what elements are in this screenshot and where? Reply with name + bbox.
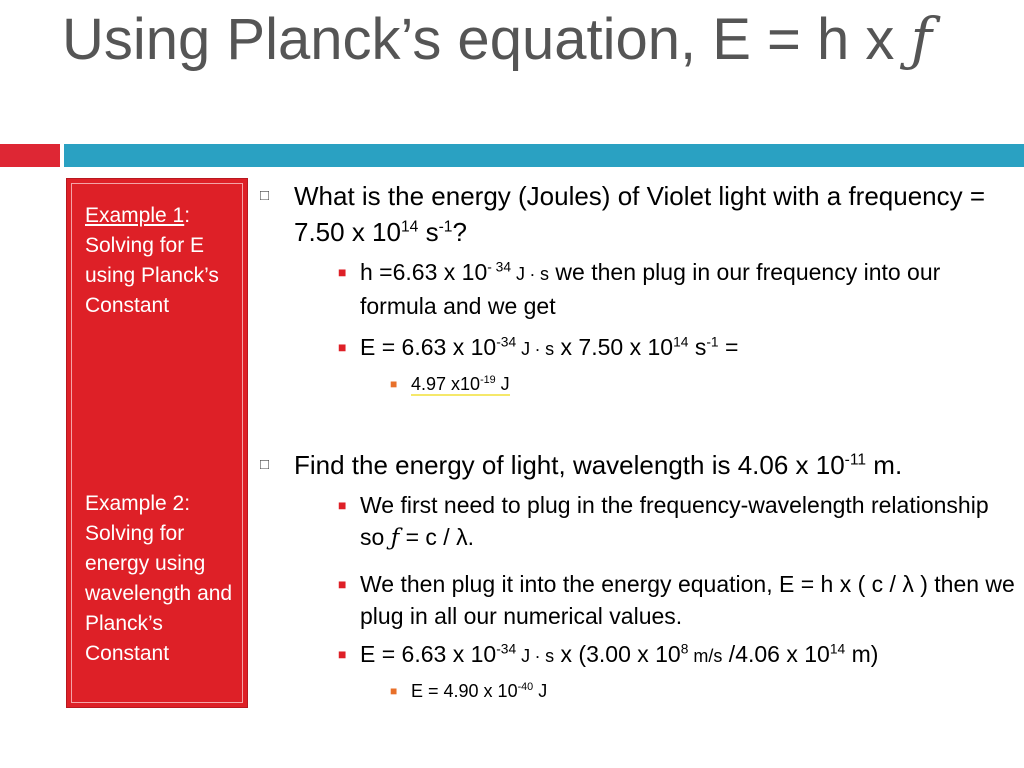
slide-title xyxy=(62,6,1012,73)
q2-answer: ■ E = 4.90 x $10^{-40}$ J xyxy=(258,678,1018,704)
accent-bar-red xyxy=(0,144,60,167)
q2-question: □ Find the energy of light, wavelength is 4.06 x $10^{-11}$ m. xyxy=(258,447,1018,483)
slide-content xyxy=(258,178,1018,704)
accent-bar-blue xyxy=(64,144,1024,167)
title-italic-f: ƒ xyxy=(910,5,932,73)
q1-question: □ What is the energy (Joules) of Violet light with a frequency = 7.50 x $10^{14}$ $s^{-1}$? xyxy=(258,178,1018,250)
q2-step-1: ■ We first need to plug in the frequency-wavelength relationship so ƒ = c / λ. xyxy=(258,489,1018,554)
q1-answer xyxy=(258,371,1018,397)
hollow-square-bullet-icon: □ xyxy=(260,187,270,204)
hollow-square-bullet-icon: □ xyxy=(260,456,270,473)
title-text: Using Planck’s equation, E = h x xyxy=(62,7,911,72)
red-square-bullet-icon: ■ xyxy=(338,576,347,592)
example-2-label: Example 2: Solving for energy using wavelength and Planck’s Constant xyxy=(85,492,233,665)
q1-answer-highlight: 4.97 $x10^{-19}$ J xyxy=(411,374,510,394)
q2-step-2: ■ We then plug it into the energy equation, E = h x ( c / λ ) then we plug in all our numerical values. xyxy=(258,568,1018,632)
q1-step-1: ■ h =6.63 x $10^{- 34}$ J ∙ s we then plug in our frequency into our formula and we get xyxy=(258,256,1018,322)
orange-square-bullet-icon: ■ xyxy=(390,377,398,391)
example-1-text: : Solving for E using Planck’s Constant xyxy=(85,204,219,317)
red-square-bullet-icon: ■ xyxy=(338,339,347,355)
red-square-bullet-icon: ■ xyxy=(338,264,347,280)
examples-sidebar xyxy=(66,178,248,708)
q2-step-3: ■ E = 6.63 x $10^{-34}$ J ∙ s x (3.00 x $10^8$ m/s /4.06 x $10^{14}$ m) xyxy=(258,638,1018,672)
red-square-bullet-icon: ■ xyxy=(338,646,347,662)
orange-square-bullet-icon: ■ xyxy=(390,684,398,698)
q1-step-2: ■ E = 6.63 x $10^{-34}$ J ∙ s x 7.50 x $10^{14}$ $s^{-1}$ = xyxy=(258,331,1018,365)
example-1-label xyxy=(85,201,235,321)
red-square-bullet-icon: ■ xyxy=(338,497,347,513)
example-1-link[interactable]: Example 1 xyxy=(85,204,185,227)
